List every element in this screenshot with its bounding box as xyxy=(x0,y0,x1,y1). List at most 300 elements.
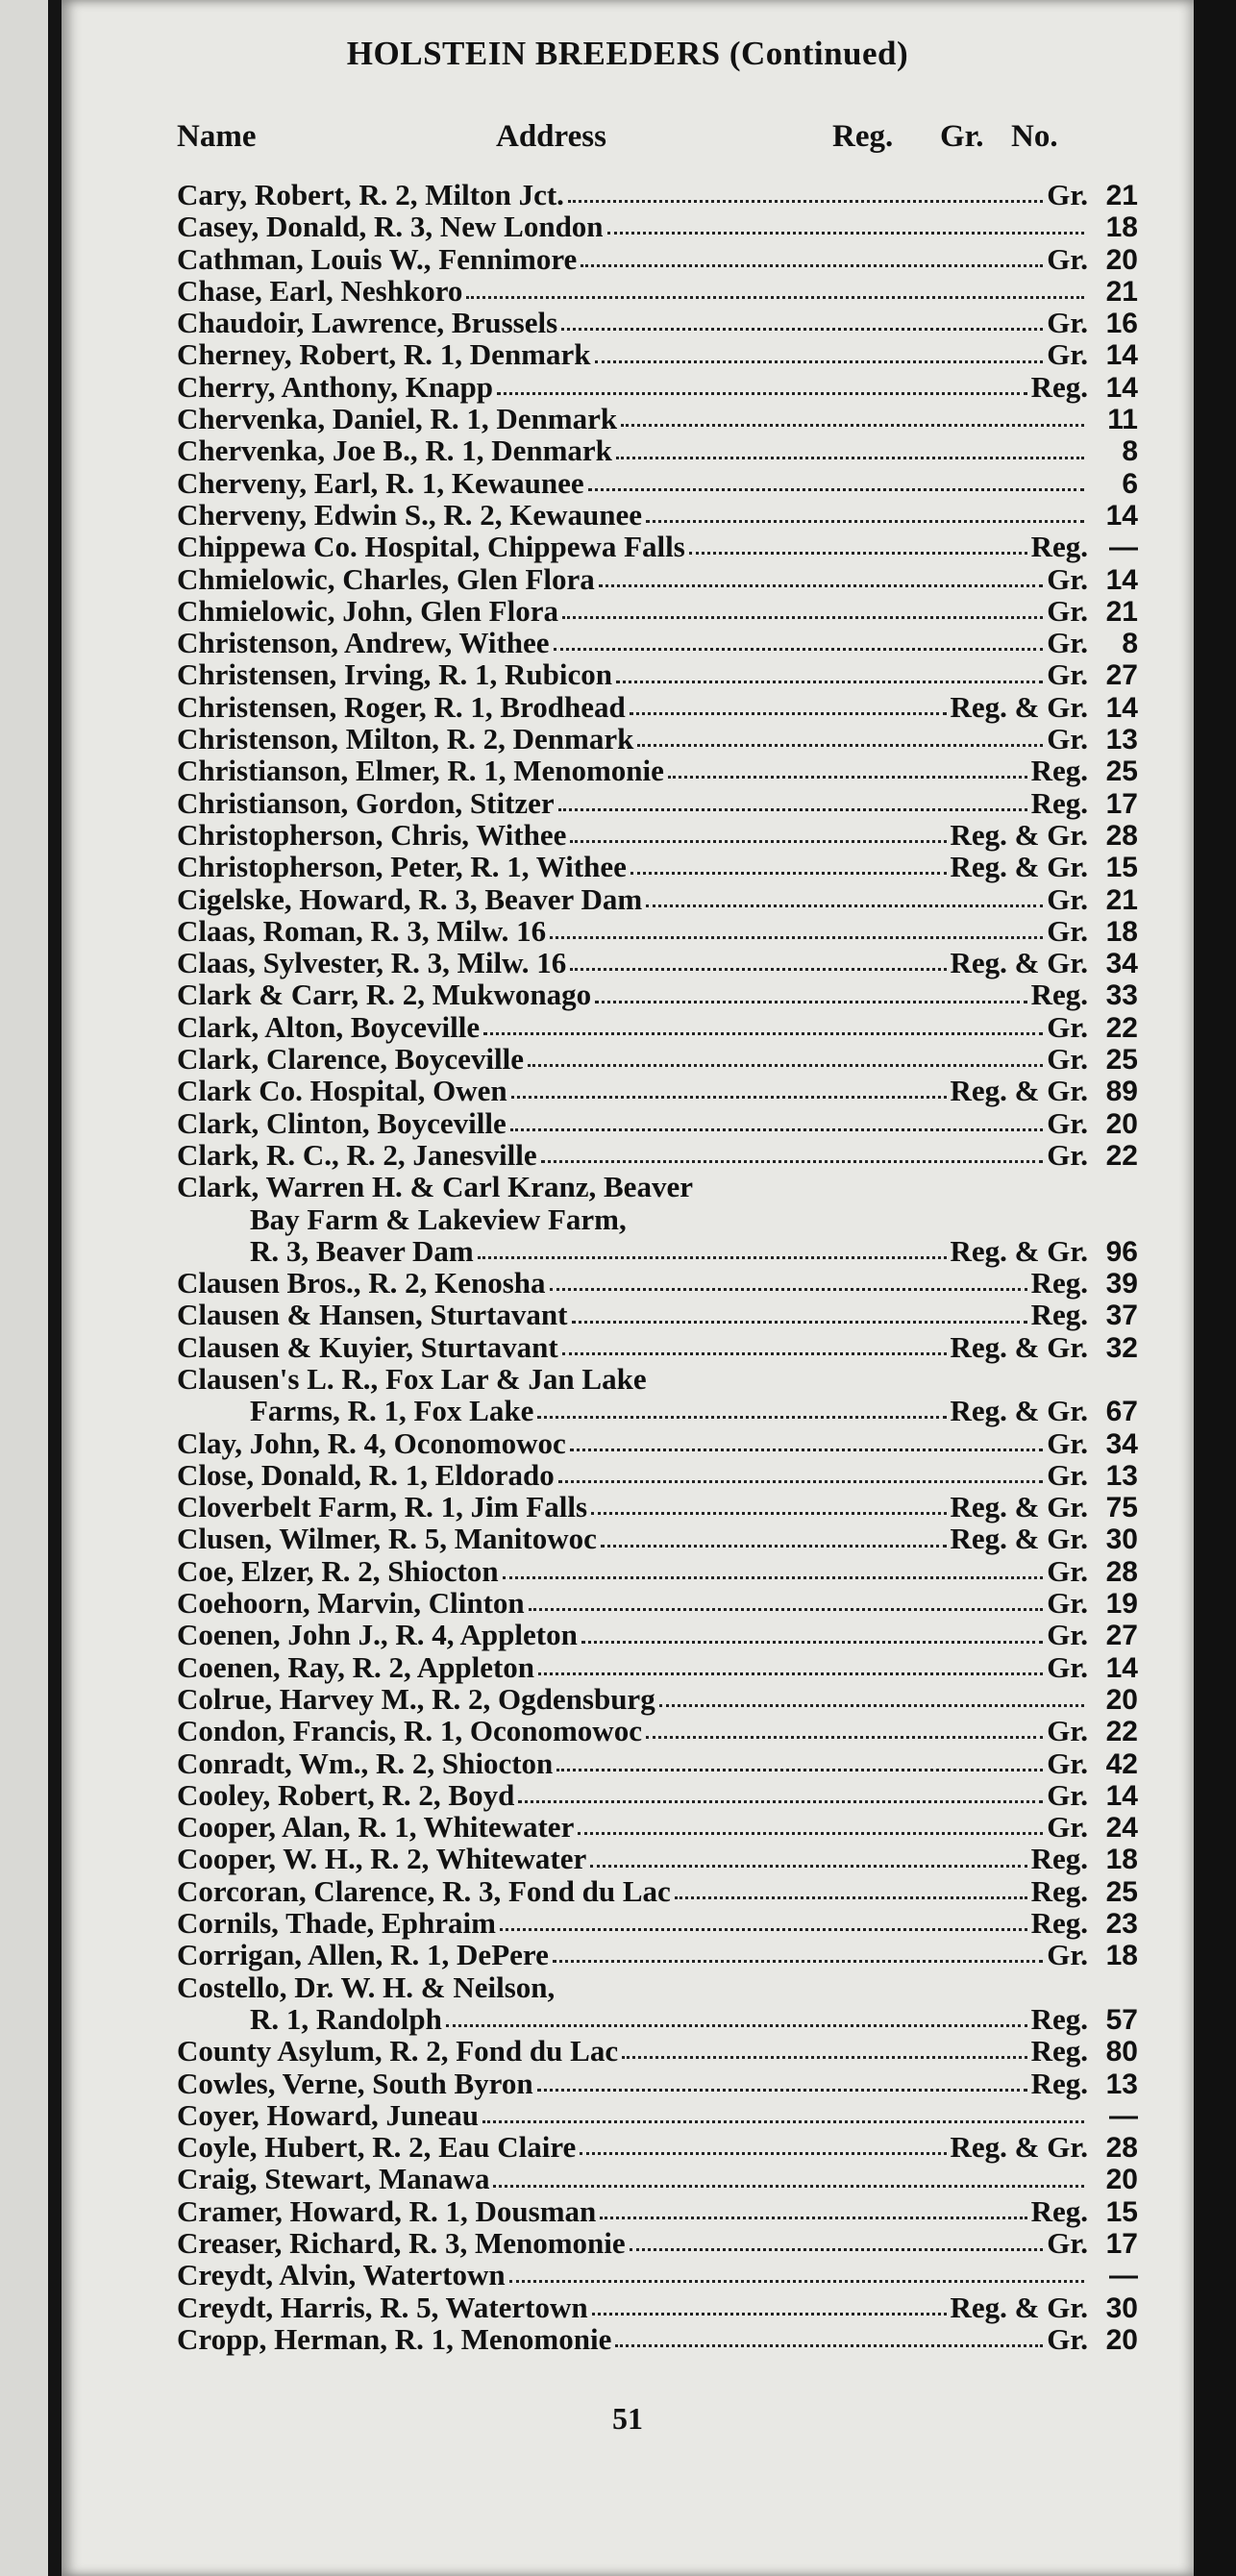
herd-count: 25 xyxy=(1105,755,1138,788)
registration-code: Gr. xyxy=(1047,593,1088,628)
registration-code: Reg. & Gr. xyxy=(950,817,1088,852)
breeder-entry xyxy=(177,1779,1138,1811)
dot-leader xyxy=(493,2185,1084,2188)
breeder-name-address: Clausen Bros., R. 2, Kenosha xyxy=(177,1266,546,1300)
breeder-name-address: Coyer, Howard, Juneau xyxy=(177,2097,480,2132)
dot-leader xyxy=(600,2217,1026,2219)
breeder-entry xyxy=(177,1299,1138,1330)
dot-leader xyxy=(621,424,1084,427)
dot-leader xyxy=(553,1960,1043,1963)
breeder-entry xyxy=(177,434,1138,466)
breeder-name-address: Conradt, Wm., R. 2, Shiocton xyxy=(177,1746,554,1780)
breeder-entry xyxy=(177,723,1138,755)
breeder-entry xyxy=(177,1043,1138,1075)
page-title: HOLSTEIN BREEDERS (Continued) xyxy=(346,35,909,72)
column-headers xyxy=(62,119,1194,161)
herd-count: 18 xyxy=(1105,1940,1138,1972)
dot-leader xyxy=(590,1865,1026,1868)
breeder-name-address: Claas, Sylvester, R. 3, Milw. 16 xyxy=(177,946,567,980)
breeder-entry xyxy=(177,1363,1138,1395)
herd-count: 22 xyxy=(1105,1011,1138,1044)
breeder-name-address: Cloverbelt Farm, R. 1, Jim Falls xyxy=(177,1490,588,1524)
dot-leader xyxy=(500,1928,1027,1931)
dot-leader xyxy=(616,681,1043,683)
herd-count: 20 xyxy=(1105,2164,1138,2196)
herd-count: — xyxy=(1109,2260,1138,2292)
herd-count: 20 xyxy=(1105,243,1138,276)
dot-leader xyxy=(550,936,1043,939)
breeder-entry xyxy=(177,1747,1138,1779)
breeder-name-address: Chervenka, Daniel, R. 1, Denmark xyxy=(177,402,618,436)
breeder-entry xyxy=(177,1939,1138,1970)
breeder-entry xyxy=(177,243,1138,275)
registration-code: Reg. xyxy=(1030,785,1088,820)
dot-leader xyxy=(483,1032,1043,1035)
breeder-name-address: Cramer, Howard, R. 1, Dousman xyxy=(177,2193,597,2228)
registration-code: Reg. xyxy=(1030,2066,1088,2100)
herd-count: 67 xyxy=(1105,1396,1138,1428)
herd-count: 24 xyxy=(1105,1812,1138,1845)
breeder-entry xyxy=(177,627,1138,658)
breeder-entry xyxy=(177,2291,1138,2323)
breeder-entry xyxy=(177,2131,1138,2163)
registration-code: Gr. xyxy=(1047,1938,1088,1972)
registration-code: Gr. xyxy=(1047,1586,1088,1621)
herd-count: 18 xyxy=(1105,915,1138,948)
herd-count: 8 xyxy=(1122,628,1138,660)
breeder-name-address: Clark, Clarence, Boyceville xyxy=(177,1042,525,1077)
registration-code: Reg. & Gr. xyxy=(950,1490,1088,1524)
breeder-entry xyxy=(177,1683,1138,1715)
breeder-name-address: R. 3, Beaver Dam xyxy=(250,1233,474,1268)
dot-leader xyxy=(637,744,1043,747)
breeder-name-address: Cherney, Robert, R. 1, Denmark xyxy=(177,337,591,372)
breeder-entry xyxy=(177,2323,1138,2355)
dot-leader xyxy=(509,2280,1084,2283)
breeder-name-address: Cropp, Herman, R. 1, Menomonie xyxy=(177,2321,612,2356)
breeder-entry xyxy=(177,467,1138,499)
breeder-entry xyxy=(177,915,1138,947)
registration-code: Gr. xyxy=(1047,241,1088,276)
dot-leader xyxy=(630,712,947,715)
dot-leader xyxy=(482,2120,1084,2123)
breeder-name-address: Christensen, Roger, R. 1, Brodhead xyxy=(177,689,626,724)
breeder-name-address: Chmielowic, John, Glen Flora xyxy=(177,593,558,628)
breeder-name-address: Clark, Warren H. & Carl Kranz, Beaver xyxy=(177,1170,693,1204)
herd-count: 14 xyxy=(1105,371,1138,404)
herd-count: 32 xyxy=(1105,1331,1138,1364)
page-number: 51 xyxy=(612,2401,643,2436)
breeder-name-address: Clark, Alton, Boyceville xyxy=(177,1009,481,1044)
dot-leader xyxy=(668,776,1027,779)
registration-code: Gr. xyxy=(1047,1425,1088,1460)
breeder-entry xyxy=(177,1107,1138,1139)
breeder-entry xyxy=(177,947,1138,978)
registration-code: Gr. xyxy=(1047,1618,1088,1652)
breeder-name-address: Cornils, Thade, Ephraim xyxy=(177,1906,496,1941)
breeder-name-address: Chervenka, Joe B., R. 1, Denmark xyxy=(177,433,612,468)
registration-code: Reg. & Gr. xyxy=(950,2290,1088,2324)
registration-code: Reg. & Gr. xyxy=(950,689,1088,724)
breeder-entry-continuation xyxy=(177,1203,1138,1235)
herd-count: 28 xyxy=(1105,819,1138,852)
herd-count: 27 xyxy=(1105,1620,1138,1652)
dot-leader xyxy=(538,1672,1043,1675)
registration-code: Reg. & Gr. xyxy=(950,1522,1088,1556)
breeder-name-address: Coenen, John J., R. 4, Appleton xyxy=(177,1618,578,1652)
registration-code: Reg. & Gr. xyxy=(950,946,1088,980)
breeder-name-address: Cigelske, Howard, R. 3, Beaver Dam xyxy=(177,881,643,916)
registration-code: Gr. xyxy=(1047,913,1088,948)
dot-leader xyxy=(562,1352,947,1355)
breeder-entry xyxy=(177,819,1138,851)
breeder-name-address: Cooper, Alan, R. 1, Whitewater xyxy=(177,1810,575,1845)
dot-leader xyxy=(518,1800,1043,1803)
breeder-entry xyxy=(177,1587,1138,1619)
registration-code: Reg. xyxy=(1030,2034,1088,2068)
registration-code: Gr. xyxy=(1047,1553,1088,1588)
dot-leader xyxy=(588,488,1084,491)
breeder-list xyxy=(177,179,1138,2355)
breeder-name-address: Cooper, W. H., R. 2, Whitewater xyxy=(177,1842,587,1876)
herd-count: 30 xyxy=(1105,2291,1138,2324)
registration-code: Reg. xyxy=(1030,2001,1088,2036)
breeder-entry xyxy=(177,1715,1138,1746)
breeder-name-address: Bay Farm & Lakeview Farm, xyxy=(250,1201,627,1236)
breeder-entry xyxy=(177,1555,1138,1587)
breeder-name-address: Chmielowic, Charles, Glen Flora xyxy=(177,561,595,596)
herd-count: 39 xyxy=(1105,1268,1138,1300)
registration-code: Reg. & Gr. xyxy=(950,1394,1088,1428)
herd-count: 34 xyxy=(1105,948,1138,980)
herd-count: 13 xyxy=(1105,2068,1138,2100)
dot-leader xyxy=(446,2024,1027,2027)
breeder-entry xyxy=(177,371,1138,403)
herd-count: 14 xyxy=(1105,563,1138,596)
dot-leader xyxy=(511,1096,947,1099)
breeder-entry xyxy=(177,1011,1138,1043)
column-header-name: Name xyxy=(177,119,257,154)
breeder-entry xyxy=(177,1267,1138,1299)
registration-code: Gr. xyxy=(1047,2226,1088,2260)
dot-leader xyxy=(578,1832,1043,1835)
herd-count: 21 xyxy=(1105,883,1138,916)
dot-leader xyxy=(478,1256,947,1259)
breeder-name-address: Clausen & Kuyier, Sturtavant xyxy=(177,1329,558,1364)
registration-code: Reg. xyxy=(1030,1266,1088,1300)
breeder-name-address: Christenson, Andrew, Withee xyxy=(177,626,550,660)
breeder-entry xyxy=(177,179,1138,211)
dot-leader xyxy=(558,1480,1043,1483)
directory-page xyxy=(62,0,1194,2576)
registration-code: Gr. xyxy=(1047,657,1088,692)
registration-code: Gr. xyxy=(1047,1042,1088,1077)
breeder-entry xyxy=(177,1491,1138,1523)
breeder-entry xyxy=(177,1619,1138,1650)
breeder-entry xyxy=(177,338,1138,370)
herd-count: 28 xyxy=(1105,2132,1138,2165)
breeder-name-address: Cherry, Anthony, Knapp xyxy=(177,369,494,404)
herd-count: 33 xyxy=(1105,979,1138,1012)
breeder-entry xyxy=(177,595,1138,627)
dot-leader xyxy=(570,968,946,971)
dot-leader xyxy=(554,648,1044,651)
breeder-entry xyxy=(177,275,1138,307)
breeder-entry xyxy=(177,1427,1138,1459)
breeder-name-address: Christopherson, Peter, R. 1, Withee xyxy=(177,850,627,884)
registration-code: Reg. & Gr. xyxy=(950,2130,1088,2165)
breeder-entry xyxy=(177,211,1138,242)
registration-code: Gr. xyxy=(1047,1810,1088,1845)
breeder-entry xyxy=(177,2163,1138,2194)
breeder-name-address: Christensen, Irving, R. 1, Rubicon xyxy=(177,657,612,692)
breeder-entry xyxy=(177,1331,1138,1363)
breeder-entry xyxy=(177,851,1138,882)
registration-code: Gr. xyxy=(1047,178,1088,211)
breeder-name-address: Coe, Elzer, R. 2, Shiocton xyxy=(177,1553,499,1588)
dot-leader xyxy=(630,872,947,875)
registration-code: Reg. xyxy=(1030,1298,1088,1332)
breeder-name-address: Coehoorn, Marvin, Clinton xyxy=(177,1586,525,1621)
breeder-name-address: Farms, R. 1, Fox Lake xyxy=(250,1394,534,1428)
breeder-entry xyxy=(177,1459,1138,1491)
herd-count: 15 xyxy=(1105,2195,1138,2228)
herd-count: 14 xyxy=(1105,339,1138,372)
breeder-entry xyxy=(177,1875,1138,1907)
breeder-name-address: Claas, Roman, R. 3, Milw. 16 xyxy=(177,913,547,948)
breeder-entry xyxy=(177,1171,1138,1202)
dot-leader xyxy=(570,1449,1043,1451)
herd-count: 28 xyxy=(1105,1555,1138,1588)
herd-count: 89 xyxy=(1105,1076,1138,1108)
registration-code: Gr. xyxy=(1047,626,1088,660)
breeder-name-address: Clusen, Wilmer, R. 5, Manitowoc xyxy=(177,1522,597,1556)
herd-count: 11 xyxy=(1107,404,1138,436)
breeder-name-address: Clark & Carr, R. 2, Mukwonago xyxy=(177,978,592,1012)
breeder-entry-continuation xyxy=(177,1235,1138,1267)
breeder-name-address: Cary, Robert, R. 2, Milton Jct. xyxy=(177,178,564,211)
registration-code: Reg. xyxy=(1030,1873,1088,1908)
herd-count: 17 xyxy=(1105,2228,1138,2260)
registration-code: Reg. & Gr. xyxy=(950,1233,1088,1268)
breeder-name-address: Christenson, Milton, R. 2, Denmark xyxy=(177,722,634,756)
page-shadow-edge xyxy=(1194,0,1236,2576)
registration-code: Gr. xyxy=(1047,561,1088,596)
breeder-name-address: Corcoran, Clarence, R. 3, Fond du Lac xyxy=(177,1873,671,1908)
breeder-name-address: Casey, Donald, R. 3, New London xyxy=(177,210,604,244)
breeder-name-address: Corrigan, Allen, R. 1, DePere xyxy=(177,1938,549,1972)
dot-leader xyxy=(580,2152,946,2155)
registration-code: Reg. xyxy=(1030,754,1088,788)
herd-count: 13 xyxy=(1105,724,1138,756)
breeder-entry xyxy=(177,2195,1138,2227)
dot-leader xyxy=(529,1608,1044,1611)
breeder-name-address: Clausen's L. R., Fox Lar & Jan Lake xyxy=(177,1361,647,1396)
registration-code: Reg. xyxy=(1030,2193,1088,2228)
breeder-name-address: R. 1, Randolph xyxy=(250,2001,442,2036)
herd-count: 21 xyxy=(1105,180,1138,211)
breeder-entry xyxy=(177,403,1138,434)
breeder-name-address: Chase, Earl, Neshkoro xyxy=(177,273,463,308)
registration-code: Gr. xyxy=(1047,1746,1088,1780)
registration-code: Gr. xyxy=(1047,1649,1088,1684)
herd-count: — xyxy=(1109,532,1138,564)
breeder-entry xyxy=(177,2259,1138,2291)
herd-count: 21 xyxy=(1105,275,1138,308)
dot-leader xyxy=(558,808,1027,811)
registration-code: Reg. xyxy=(1030,978,1088,1012)
breeder-name-address: Chippewa Co. Hospital, Chippewa Falls xyxy=(177,530,685,564)
breeder-entry-continuation xyxy=(177,1395,1138,1426)
registration-code: Gr. xyxy=(1047,1457,1088,1492)
breeder-entry xyxy=(177,1523,1138,1554)
breeder-entry xyxy=(177,691,1138,723)
breeder-entry xyxy=(177,2035,1138,2067)
breeder-name-address: Clark, Clinton, Boyceville xyxy=(177,1105,507,1140)
herd-count: 13 xyxy=(1105,1459,1138,1492)
dot-leader xyxy=(646,520,1084,523)
dot-leader xyxy=(561,328,1043,331)
herd-count: 34 xyxy=(1105,1427,1138,1460)
breeder-name-address: Clark, R. C., R. 2, Janesville xyxy=(177,1137,537,1172)
dot-leader xyxy=(497,392,1027,395)
breeder-entry xyxy=(177,787,1138,819)
herd-count: 14 xyxy=(1105,691,1138,724)
dot-leader xyxy=(601,1545,947,1548)
dot-leader xyxy=(646,904,1043,907)
breeder-entry xyxy=(177,1971,1138,2003)
herd-count: 22 xyxy=(1105,1716,1138,1748)
herd-count: 16 xyxy=(1105,308,1138,340)
breeder-name-address: Coyle, Hubert, R. 2, Eau Claire xyxy=(177,2130,577,2165)
breeder-entry xyxy=(177,1651,1138,1683)
herd-count: 57 xyxy=(1105,2003,1138,2036)
dot-leader xyxy=(675,1896,1027,1899)
dot-leader xyxy=(572,1321,1027,1324)
breeder-name-address: Costello, Dr. W. H. & Neilson, xyxy=(177,1969,556,2004)
registration-code: Gr. xyxy=(1047,2321,1088,2356)
dot-leader xyxy=(616,457,1084,459)
dot-leader xyxy=(550,1288,1027,1291)
herd-count: 14 xyxy=(1105,1651,1138,1684)
herd-count: 21 xyxy=(1105,595,1138,628)
breeder-name-address: Cherveny, Earl, R. 1, Kewaunee xyxy=(177,465,584,500)
breeder-entry xyxy=(177,563,1138,595)
herd-count: 20 xyxy=(1105,2323,1138,2356)
breeder-name-address: Cowles, Verne, South Byron xyxy=(177,2066,533,2100)
herd-count: 18 xyxy=(1105,1844,1138,1876)
breeder-name-address: Christianson, Gordon, Stitzer xyxy=(177,785,555,820)
dot-leader xyxy=(592,2313,947,2316)
registration-code: Gr. xyxy=(1047,881,1088,916)
herd-count: 20 xyxy=(1105,1683,1138,1716)
herd-count: 80 xyxy=(1105,2036,1138,2068)
herd-count: 17 xyxy=(1105,787,1138,820)
column-header-address: Address xyxy=(496,119,606,154)
breeder-name-address: Cathman, Louis W., Fennimore xyxy=(177,241,578,276)
herd-count: 22 xyxy=(1105,1139,1138,1172)
breeder-entry xyxy=(177,1843,1138,1874)
registration-code: Reg. xyxy=(1030,369,1088,404)
herd-count: 37 xyxy=(1105,1300,1138,1332)
dot-leader xyxy=(537,1416,946,1419)
herd-count: 30 xyxy=(1105,1523,1138,1556)
breeder-entry xyxy=(177,1907,1138,1939)
breeder-entry xyxy=(177,658,1138,690)
dot-leader xyxy=(615,2344,1043,2347)
breeder-entry-continuation xyxy=(177,2003,1138,2035)
breeder-name-address: Clausen & Hansen, Sturtavant xyxy=(177,1298,568,1332)
dot-leader xyxy=(622,2056,1027,2059)
dot-leader xyxy=(541,1160,1044,1163)
dot-leader xyxy=(510,1128,1044,1131)
herd-count: 42 xyxy=(1105,1747,1138,1780)
dot-leader xyxy=(562,616,1043,619)
herd-count: 8 xyxy=(1122,435,1138,468)
herd-count: 14 xyxy=(1105,1779,1138,1812)
breeder-name-address: Colrue, Harvey M., R. 2, Ogdensburg xyxy=(177,1681,655,1716)
breeder-entry xyxy=(177,2099,1138,2131)
breeder-entry xyxy=(177,1075,1138,1106)
registration-code: Reg. & Gr. xyxy=(950,1074,1088,1108)
breeder-name-address: Cooley, Robert, R. 2, Boyd xyxy=(177,1777,515,1812)
dot-leader xyxy=(595,1001,1026,1003)
herd-count: 19 xyxy=(1105,1588,1138,1621)
dot-leader xyxy=(689,552,1027,555)
breeder-entry xyxy=(177,1139,1138,1171)
registration-code: Gr. xyxy=(1047,1137,1088,1172)
dot-leader xyxy=(595,360,1044,363)
dot-leader xyxy=(659,1704,1084,1707)
column-header-gr: Gr. xyxy=(940,119,984,154)
dot-leader xyxy=(607,232,1084,235)
dot-leader xyxy=(599,584,1043,587)
herd-count: 6 xyxy=(1122,467,1138,500)
dot-leader xyxy=(528,1064,1043,1067)
registration-code: Reg. & Gr. xyxy=(950,1329,1088,1364)
breeder-name-address: Creydt, Alvin, Watertown xyxy=(177,2258,506,2292)
column-header-reg: Reg. xyxy=(832,119,894,154)
column-header-no: No. xyxy=(1011,119,1058,154)
breeder-entry xyxy=(177,2068,1138,2099)
herd-count: 15 xyxy=(1105,852,1138,884)
breeder-entry xyxy=(177,531,1138,562)
registration-code: Gr. xyxy=(1047,1777,1088,1812)
registration-code: Reg. xyxy=(1030,530,1088,564)
breeder-entry xyxy=(177,755,1138,786)
breeder-name-address: Clay, John, R. 4, Oconomowoc xyxy=(177,1425,566,1460)
registration-code: Gr. xyxy=(1047,306,1088,340)
dot-leader xyxy=(556,1769,1043,1771)
breeder-name-address: Chaudoir, Lawrence, Brussels xyxy=(177,306,558,340)
breeder-entry xyxy=(177,883,1138,915)
herd-count: 23 xyxy=(1105,1908,1138,1941)
dot-leader xyxy=(503,1576,1044,1579)
breeder-name-address: County Asylum, R. 2, Fond du Lac xyxy=(177,2034,619,2068)
breeder-name-address: Clark Co. Hospital, Owen xyxy=(177,1074,507,1108)
dot-leader xyxy=(537,2089,1027,2092)
registration-code: Gr. xyxy=(1047,722,1088,756)
breeder-name-address: Creydt, Harris, R. 5, Watertown xyxy=(177,2290,588,2324)
herd-count: 25 xyxy=(1105,1044,1138,1077)
breeder-name-address: Craig, Stewart, Manawa xyxy=(177,2162,490,2196)
breeder-name-address: Coenen, Ray, R. 2, Appleton xyxy=(177,1649,535,1684)
dot-leader xyxy=(630,2248,1044,2251)
registration-code: Gr. xyxy=(1047,1105,1088,1140)
herd-count: 14 xyxy=(1105,499,1138,532)
book-binding-edge xyxy=(0,0,62,2576)
dot-leader xyxy=(568,200,1043,203)
